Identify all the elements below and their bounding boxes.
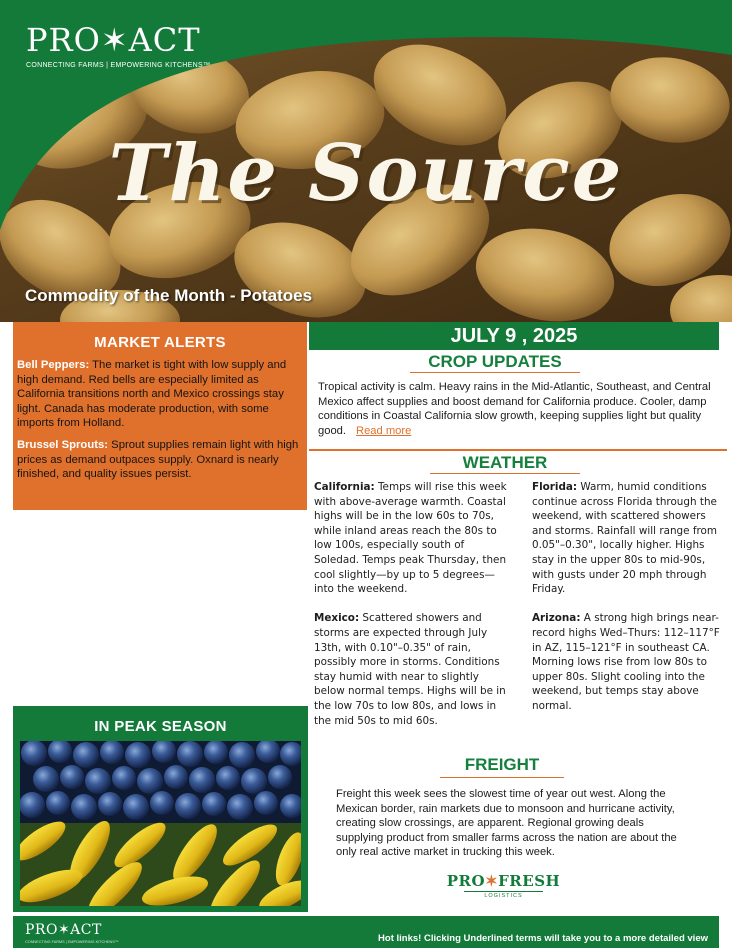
peak-season-panel [13,706,308,912]
region-name: California: [314,481,375,493]
section-divider [309,449,727,451]
weather-region [314,480,508,597]
peak-season-title: IN PEAK SEASON [94,718,227,735]
alert-item-text: Sprout supplies remain light with high prices as demand outpaces supply. Oxnard is nearly finished, and quality issues persist. [17,438,299,481]
logo-tagline: CONNECTING FARMS | EMPOWERING KITCHENS™ [26,62,211,69]
issue-date: JULY 9 , 2025 [309,322,719,350]
region-forecast: A strong high brings near-record highs Wed–Thurs: 112–117°F in AZ, 115–121°F in southeast CA. Morning lows rise from low 80s to upper 80s. Slight cooling into the weekend, but temps stay above normal. [532,612,720,712]
footer-tagline: CONNECTING FARMS | EMPOWERING KITCHENS™ [25,940,119,944]
alert-item-name[interactable]: Brussel Sprouts: [17,438,109,451]
region-forecast: Scattered showers and storms are expected through July 13th, with 0.10"–0.35" of rain, possibly more in storms. Conditions stay humid with near to slightly below normal temps. Highs will be in the low 70s to low 80s, and lows in the mid 50s to mid 60s. [314,612,506,727]
weather-underline [430,473,580,474]
logo-wordmark: PRO✶ACT [26,21,201,59]
footer-bar [13,916,719,948]
weather-right-column [532,480,720,728]
profresh-fresh: FRESH [498,872,561,890]
alert-item-name[interactable]: Bell Peppers: [17,359,90,371]
hot-links-note: Hot links! Clicking Underlined terms will take you to a more detailed view [378,933,708,944]
commodity-of-month: Commodity of the Month - Potatoes [25,286,313,305]
profresh-star-icon: ✶ [485,872,499,890]
alert-item [13,438,307,482]
crop-updates-text: Tropical activity is calm. Heavy rains in the Mid-Atlantic, Southeast, and Central Mexico affect supplies and boost demand for California produce. Cooler, damp conditions in Coastal California slow growth, keeping supplies light but quality good. [318,381,711,437]
weather-title: WEATHER [462,453,548,472]
profresh-wordmark [446,872,561,890]
hero-banner [0,0,732,322]
region-forecast: Temps will rise this week with above-average warmth. Coastal highs will be in the low 60s to 70s, while inland areas reach the 80s to low 100s, especially south of Soledad. Temps peak Thursday, then cool slightly—by up to 5 degrees—into the weekend. [314,481,507,596]
profresh-sub: LOGISTICS [464,891,543,899]
alert-item-text: The market is tight with low supply and high demand. Red bells are especially limited as California transitions north and Mexico crossings stay light. Canada has moderate production, with some imports from Holland. [17,359,287,430]
profresh-logistics-logo [446,872,561,899]
region-name: Florida: [532,481,578,493]
weather-left-column [314,480,508,743]
freight-underline [440,777,564,778]
freight-title: FREIGHT [464,755,540,774]
market-alerts-title: MARKET ALERTS [94,334,226,351]
crop-updates-title: CROP UPDATES [428,352,562,371]
footer-logo: PRO✶ACT [25,922,102,938]
region-forecast: Warm, humid conditions continue across Florida through the weekend, with scattered showers and storms. Rainfall will range from 0.05"–0.30", locally higher. Highs stay in the upper 80s to mid-90s, with gusts under 20 mph through Friday. [532,481,718,596]
alert-item [13,358,307,431]
market-alerts-panel [13,322,307,510]
weather-region [532,611,720,713]
freight-body: Freight this week sees the slowest time of year out west. Along the Mexican border, rain markets due to monsoon and hurricane activity, creating slow crossings, are apparent. Regional growing deals supplying product from smaller farms across the nation are about the only real active market in trucking this week. [336,788,677,859]
crop-updates-body [318,380,714,438]
weather-region [314,611,508,728]
profresh-pro: PRO [446,872,486,890]
region-name: Arizona: [532,612,581,625]
proact-logo [26,22,210,69]
weather-region [532,480,720,597]
crop-updates-underline [410,372,580,373]
region-name: Mexico: [314,612,360,625]
peak-season-photos [20,741,301,906]
newsletter-title: The Source [108,128,624,219]
read-more-link[interactable]: Read more [356,424,412,437]
